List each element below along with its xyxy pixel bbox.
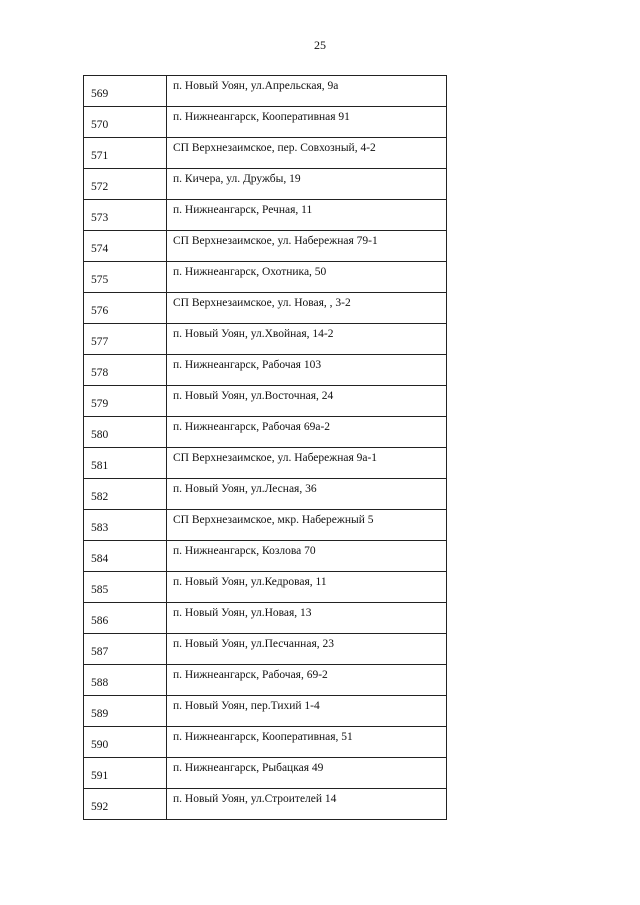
table-row <box>84 603 447 634</box>
table-row <box>84 479 447 510</box>
row-address: п. Кичера, ул. Дружбы, 19 <box>167 169 447 200</box>
address-table <box>83 75 447 820</box>
table-row <box>84 355 447 386</box>
table-row <box>84 324 447 355</box>
row-address: СП Верхнезаимское, мкр. Набережный 5 <box>167 510 447 541</box>
row-number: 592 <box>84 789 167 820</box>
row-number: 577 <box>84 324 167 355</box>
table-row <box>84 169 447 200</box>
table-row <box>84 417 447 448</box>
table-row <box>84 727 447 758</box>
row-address: СП Верхнезаимское, ул. Новая, , 3-2 <box>167 293 447 324</box>
row-address: п. Нижнеангарск, Охотника, 50 <box>167 262 447 293</box>
row-number: 586 <box>84 603 167 634</box>
row-address: п. Новый Уоян, ул.Новая, 13 <box>167 603 447 634</box>
row-address: п. Нижнеангарск, Рабочая, 69-2 <box>167 665 447 696</box>
row-address: СП Верхнезаимское, ул. Набережная 79-1 <box>167 231 447 262</box>
table-row <box>84 200 447 231</box>
row-number: 584 <box>84 541 167 572</box>
row-number: 583 <box>84 510 167 541</box>
row-address: п. Новый Уоян, ул.Кедровая, 11 <box>167 572 447 603</box>
row-address: п. Нижнеангарск, Рыбацкая 49 <box>167 758 447 789</box>
table-row <box>84 138 447 169</box>
table-row <box>84 262 447 293</box>
row-address: п. Новый Уоян, ул.Песчанная, 23 <box>167 634 447 665</box>
row-number: 591 <box>84 758 167 789</box>
row-number: 588 <box>84 665 167 696</box>
table-row <box>84 541 447 572</box>
row-number: 582 <box>84 479 167 510</box>
row-number: 578 <box>84 355 167 386</box>
table-row <box>84 448 447 479</box>
address-table-body <box>84 76 447 820</box>
row-number: 580 <box>84 417 167 448</box>
table-row <box>84 634 447 665</box>
row-number: 575 <box>84 262 167 293</box>
table-row <box>84 665 447 696</box>
row-number: 574 <box>84 231 167 262</box>
row-number: 569 <box>84 76 167 107</box>
row-address: п. Нижнеангарск, Рабочая 69а-2 <box>167 417 447 448</box>
table-row <box>84 76 447 107</box>
row-number: 581 <box>84 448 167 479</box>
row-number: 590 <box>84 727 167 758</box>
row-address: п. Новый Уоян, ул.Хвойная, 14-2 <box>167 324 447 355</box>
table-row <box>84 758 447 789</box>
row-address: п. Новый Уоян, ул.Лесная, 36 <box>167 479 447 510</box>
row-address: СП Верхнезаимское, пер. Совхозный, 4-2 <box>167 138 447 169</box>
row-address: п. Новый Уоян, пер.Тихий 1-4 <box>167 696 447 727</box>
row-address: п. Нижнеангарск, Речная, 11 <box>167 200 447 231</box>
table-row <box>84 231 447 262</box>
row-address: СП Верхнезаимское, ул. Набережная 9а-1 <box>167 448 447 479</box>
row-number: 589 <box>84 696 167 727</box>
row-address: п. Новый Уоян, ул.Апрельская, 9а <box>167 76 447 107</box>
table-row <box>84 293 447 324</box>
table-row <box>84 510 447 541</box>
row-number: 573 <box>84 200 167 231</box>
table-row <box>84 572 447 603</box>
row-address: п. Нижнеангарск, Рабочая 103 <box>167 355 447 386</box>
page-number: 25 <box>314 38 326 52</box>
row-number: 576 <box>84 293 167 324</box>
row-address: п. Нижнеангарск, Кооперативная, 51 <box>167 727 447 758</box>
table-row <box>84 107 447 138</box>
row-address: п. Нижнеангарск, Кооперативная 91 <box>167 107 447 138</box>
row-number: 571 <box>84 138 167 169</box>
row-address: п. Нижнеангарск, Козлова 70 <box>167 541 447 572</box>
row-address: п. Новый Уоян, ул.Восточная, 24 <box>167 386 447 417</box>
row-number: 570 <box>84 107 167 138</box>
table-row <box>84 696 447 727</box>
table-row <box>84 789 447 820</box>
row-number: 579 <box>84 386 167 417</box>
table-row <box>84 386 447 417</box>
row-address: п. Новый Уоян, ул.Строителей 14 <box>167 789 447 820</box>
row-number: 585 <box>84 572 167 603</box>
row-number: 572 <box>84 169 167 200</box>
row-number: 587 <box>84 634 167 665</box>
